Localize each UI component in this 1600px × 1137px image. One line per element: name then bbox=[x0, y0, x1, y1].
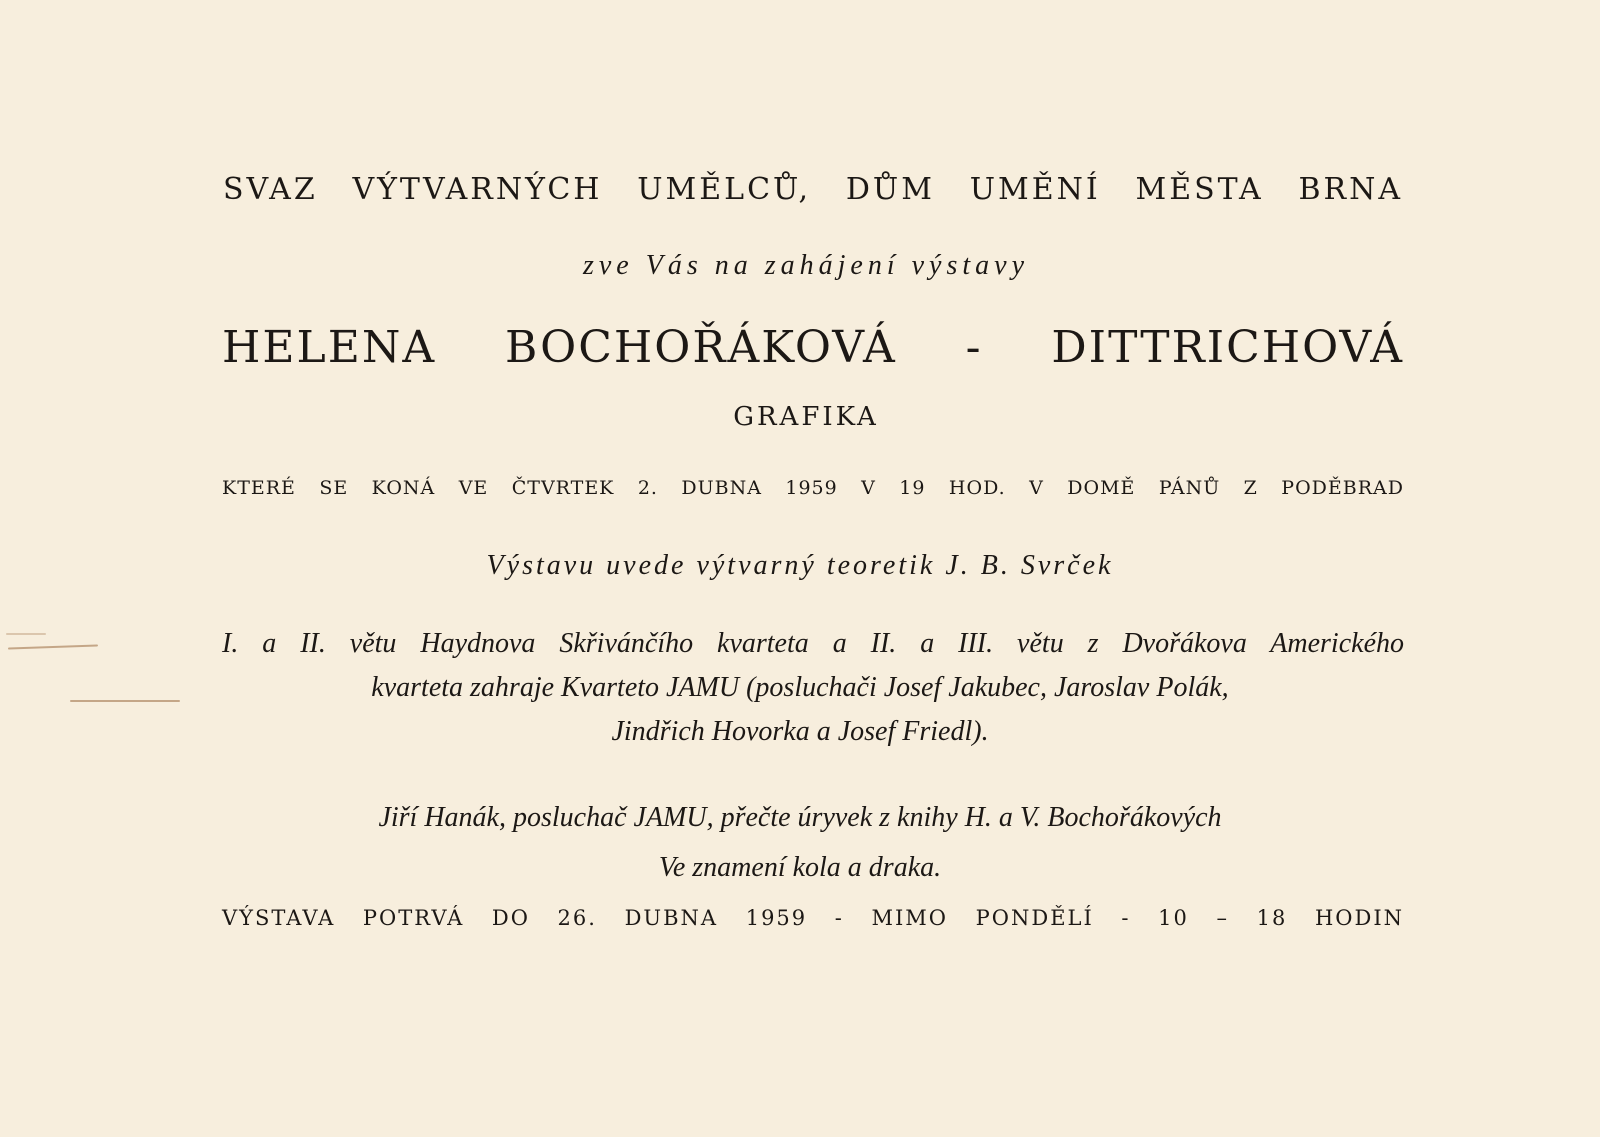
invitation-line: zve Vás na zahájení výstavy bbox=[582, 250, 1030, 281]
exhibition-duration: VÝSTAVA POTRVÁ DO 26. DUBNA 1959 - MIMO PONDĚLÍ - 10 – 18 HODIN bbox=[222, 906, 1404, 930]
reading-line-2: Ve znamení kola a draka. bbox=[658, 852, 942, 883]
reading-program bbox=[0, 793, 1600, 893]
introduction-line: Výstavu uvede výtvarný teoretik J. B. Svrček bbox=[486, 550, 1114, 581]
organizers-heading: SVAZ VÝTVARNÝCH UMĚLCŮ, DŮM UMĚNÍ MĚSTA BRNA bbox=[223, 172, 1403, 207]
music-line-1: I. a II. větu Haydnova Skřivánčího kvarteta a II. a III. větu z Dvořákova Amerického bbox=[222, 628, 1404, 659]
exhibition-genre: GRAFIKA bbox=[733, 402, 879, 432]
music-line-3: Jindřich Hovorka a Josef Friedl). bbox=[611, 716, 989, 747]
artist-name: HELENA BOCHOŘÁKOVÁ - DITTRICHOVÁ bbox=[222, 322, 1404, 373]
music-line-2: kvarteta zahraje Kvarteto JAMU (posluchači Josef Jakubec, Jaroslav Polák, bbox=[371, 672, 1229, 703]
reading-line-1: Jiří Hanák, posluchač JAMU, přečte úryvek z knihy H. a V. Bochořákových bbox=[378, 802, 1222, 833]
music-program bbox=[0, 622, 1600, 754]
opening-date-venue: KTERÉ SE KONÁ VE ČTVRTEK 2. DUBNA 1959 V 19 HOD. V DOMĚ PÁNŮ Z PODĚBRAD bbox=[222, 477, 1404, 499]
